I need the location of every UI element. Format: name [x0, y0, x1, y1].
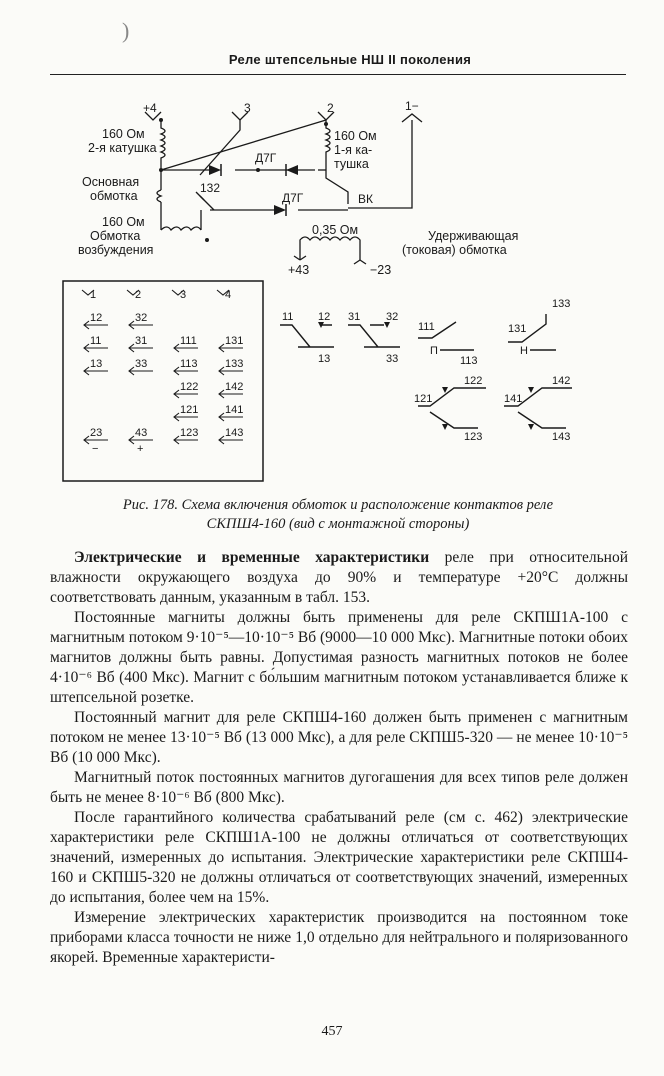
- coil1-name-a: 1-я ка-: [334, 143, 373, 157]
- box-contact-label: 32: [135, 312, 148, 324]
- diode1-label: Д7Г: [255, 151, 277, 165]
- body-text: [50, 548, 628, 968]
- c2-bottom: 33: [386, 353, 399, 365]
- c5-top: 122: [464, 375, 483, 387]
- box-contact-label: 31: [135, 335, 148, 347]
- caption-line-1: Рис. 178. Схема включения обмоток и расположение контактов реле: [122, 497, 554, 513]
- box-contact-label: 4: [225, 289, 232, 301]
- paragraph: Магнитный поток постоянных магнитов дугогашения для всех типов реле должен быть не менее 8·10⁻⁶ Вб (800 Мкс).: [50, 769, 628, 806]
- page-number: 457: [321, 1024, 343, 1039]
- figure-caption: [50, 496, 626, 534]
- c3-left: 111: [418, 321, 435, 333]
- box-contact-label: 131: [225, 335, 244, 347]
- label-1minus: 1−: [405, 99, 419, 113]
- c3-bottom: 113: [460, 355, 478, 367]
- page-mark: ): [122, 18, 130, 43]
- box-contact-label: 121: [180, 404, 199, 416]
- c5-left: 121: [414, 393, 433, 405]
- coil2-ohm: 160 Ом: [102, 127, 145, 141]
- c2-top-left: 31: [348, 311, 361, 323]
- box-contact-label: 141: [225, 404, 244, 416]
- box-bottom-sign: −: [92, 443, 99, 455]
- hold-label-b: (токовая) обмотка: [402, 243, 507, 257]
- excitation-name-b: возбуждения: [78, 243, 154, 257]
- coil-1: [326, 120, 330, 170]
- coil2-name: 2-я катушка: [88, 141, 157, 155]
- c1-top-left: 11: [282, 311, 294, 323]
- box-contact-label: 122: [180, 381, 199, 393]
- c4-left: 131: [508, 323, 527, 335]
- main-winding-a: Основная: [82, 175, 140, 189]
- paragraph-lead: Электрические и временные характеристики: [74, 549, 430, 566]
- c6-top: 142: [552, 375, 571, 387]
- circuit-figure: [0, 0, 664, 490]
- cross-wire: [161, 120, 326, 170]
- box-contact-label: 23: [90, 427, 103, 439]
- box-contact-label: 111: [180, 335, 197, 347]
- contact-c2: [348, 325, 400, 347]
- vk-label: ВК: [358, 192, 373, 206]
- c3-mark: П: [430, 345, 438, 357]
- box-contact-label: 1: [90, 289, 97, 301]
- coil1-ohm: 160 Ом: [334, 129, 377, 143]
- coil-2: [161, 120, 165, 168]
- running-header: Реле штепсельные НШ II поколения: [228, 52, 472, 67]
- c5-bottom: 123: [464, 431, 483, 443]
- contact-c1: [280, 325, 334, 347]
- paragraph: Измерение электрических характеристик производится на постоянном токе приборами класса точности не ниже 1,0 отдельно для нейтрального и поляризованного якорей. Временные характеристи-: [50, 909, 628, 966]
- paragraph: Постоянный магнит для реле СКПШ4-160 должен быть применен с магнитным потоком не менее 13·10⁻⁵ Вб (13 000 Мкс), а для реле СКПШ5-320 — не менее 10·10⁻⁵ Вб (10 000 Мкс).: [50, 709, 628, 766]
- coil1-name-b: тушка: [334, 157, 369, 171]
- excitation-ohm: 160 Ом: [102, 215, 145, 229]
- box-contact-label: 13: [90, 358, 103, 370]
- node-132: 132: [200, 181, 221, 195]
- box-contact-label: 3: [180, 289, 187, 301]
- caption-line-2: СКПШ4-160 (вид с монтажной стороны): [206, 516, 470, 532]
- hold-end-plus43: +43: [288, 263, 310, 277]
- label-2: 2: [327, 101, 334, 115]
- box-contact-label: 33: [135, 358, 148, 370]
- box-contact-label: 2: [135, 289, 142, 301]
- c4-mark: Н: [520, 345, 528, 357]
- paragraph: Постоянные магниты должны быть применены для реле СКПШ1А-100 с магнитным потоком 9·10⁻⁵—10·10⁻⁵ Вб (9000—10 000 Мкс). Магнитные потоки обоих магнитов должны быть равны. Допустимая разность магнитных потоков не более 4·10⁻⁶ Вб (400 Мкс). Магнит с бо́льшим магнитным потоком устанавливается ближе к штепсельной розетке.: [50, 609, 628, 706]
- diode2-label: Д7Г: [282, 191, 304, 205]
- paragraph: После гарантийного количества срабатываний реле (см с. 462) электрические характеристики реле СКПШ1А-100 не должны отличаться от соответствующих значений, измеренных до испытания. Электрические характеристики реле СКПШ4-160 и СКПШ5-320 не должны отличаться от соответствующих значений, измеренных до испытания, более чем на 15%.: [50, 809, 628, 906]
- box-contact-label: 142: [225, 381, 244, 393]
- c1-bottom: 13: [318, 353, 331, 365]
- box-contact-label: 11: [90, 335, 102, 347]
- label-plus4: +4: [143, 101, 157, 115]
- c2-top-right: 32: [386, 311, 399, 323]
- excitation-coil: [161, 227, 201, 230]
- vk-contact: [326, 170, 348, 204]
- excitation-name-a: Обмотка: [90, 229, 141, 243]
- box-contact-label: 43: [135, 427, 148, 439]
- c4-top: 133: [552, 298, 571, 310]
- box-contact-label: 143: [225, 427, 244, 439]
- holding-coil: [300, 237, 360, 260]
- main-winding-b: обмотка: [90, 189, 138, 203]
- hold-ohm: 0,35 Ом: [312, 223, 359, 237]
- paragraph: Электрические и временные характеристики реле при относительной влажности окружающего воздуха до 90% и температуре +20°С должны соответствовать данным, указанным в табл. 153.: [50, 549, 629, 606]
- box-contact-label: 12: [90, 312, 103, 324]
- box-contact-label: 123: [180, 427, 199, 439]
- hold-label-a: Удерживающая: [428, 229, 519, 243]
- box-bottom-sign: +: [137, 443, 144, 455]
- label-3: 3: [244, 101, 251, 115]
- c1-top-right: 12: [318, 311, 331, 323]
- c6-left: 141: [504, 393, 523, 405]
- c6-bottom: 143: [552, 431, 571, 443]
- hold-end-minus23: −23: [370, 263, 392, 277]
- box-contact-label: 113: [180, 358, 198, 370]
- box-contact-label: 133: [225, 358, 244, 370]
